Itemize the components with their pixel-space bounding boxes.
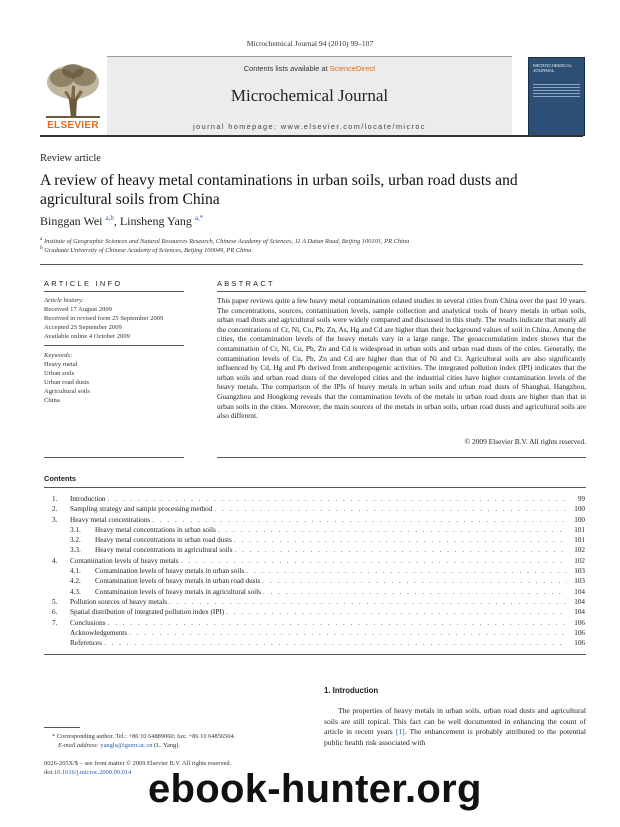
introduction-heading: 1. Introduction	[324, 686, 379, 695]
doi-link[interactable]: 10.1016/j.microc.2009.09.014	[53, 769, 132, 776]
author-2-affil[interactable]: a,*	[194, 214, 204, 222]
toc-entry-label[interactable]: Pollution sources of heavy metals	[70, 597, 168, 606]
journal-reference: Microchemical Journal 94 (2010) 99–107	[246, 39, 374, 48]
toc-entry[interactable]	[52, 587, 585, 597]
toc-entry-page[interactable]: 106	[574, 639, 585, 648]
toc-entry-number: 4.3.	[70, 587, 81, 596]
history-revised: Received in revised form 25 September 2009	[44, 315, 164, 322]
toc-entry[interactable]	[52, 566, 585, 576]
toc-entry-label[interactable]: Contamination levels of heavy metals in urban soils	[95, 567, 245, 576]
toc-entry[interactable]	[52, 628, 585, 638]
toc-entry-label[interactable]: Acknowledgements	[70, 628, 128, 637]
affiliation-b-marker: b	[40, 245, 43, 251]
citation-link[interactable]: [1]	[395, 727, 405, 736]
keyword: Urban soils	[44, 370, 75, 377]
contents-prefix: Contents lists available at	[243, 64, 330, 73]
affiliation-rule	[40, 264, 583, 265]
toc-entry-page[interactable]: 101	[574, 536, 585, 545]
footnote-marker: *	[52, 733, 56, 740]
toc-entry[interactable]	[52, 525, 585, 535]
toc-entry-number: 3.3.	[70, 546, 81, 555]
toc-entry-label[interactable]: Conclusions	[70, 618, 106, 627]
history-accepted: Accepted 25 September 2009	[44, 324, 122, 331]
toc-entry-page[interactable]: 102	[574, 546, 585, 555]
author-separator: ,	[113, 214, 120, 228]
toc-entry[interactable]	[52, 638, 585, 648]
intro-text-2: . The enhancement is probably attributed to the potential public health risk associated with	[324, 727, 586, 747]
toc-leader-dots	[129, 628, 567, 638]
cover-decoration	[529, 82, 584, 99]
author-1: Binggan Wei	[40, 214, 103, 228]
toc-entry-label[interactable]: Spatial distribution of integrated pollution index (IPI)	[70, 608, 225, 617]
sciencedirect-link[interactable]: ScienceDirect	[329, 64, 376, 73]
toc-leader-dots	[226, 607, 567, 617]
toc-entry[interactable]	[52, 597, 585, 607]
email-suffix: (L. Yang).	[152, 742, 180, 749]
toc-entry-number: 3.2.	[70, 536, 81, 545]
toc-leader-dots	[169, 597, 567, 607]
toc-entry-label[interactable]: References	[70, 639, 102, 648]
table-of-contents	[52, 494, 585, 648]
elsevier-wordmark: ELSEVIER	[47, 120, 99, 131]
toc-entry-page[interactable]: 103	[574, 577, 585, 586]
contents-bottom-rule	[44, 654, 586, 655]
history-label: Article history:	[44, 297, 85, 304]
toc-entry-number: 4.1.	[70, 567, 81, 576]
article-history	[44, 296, 184, 341]
info-bottom-rule	[44, 457, 184, 458]
footnote-text: Corresponding author. Tel.: +86 10 64889060; fax: +86 10 64856504.	[56, 733, 236, 740]
affiliation-a	[40, 236, 409, 245]
toc-entry[interactable]	[52, 607, 585, 617]
toc-entry-label[interactable]: Heavy metal concentrations in urban soils	[95, 525, 216, 534]
affiliation-b-text: Graduate University of Chinese Academy of Sciences, Beijing 100049, PR China	[44, 247, 252, 255]
article-title: A review of heavy metal contaminations in urban soils, urban road dusts and agricultural soils from China	[40, 172, 518, 208]
toc-leader-dots	[235, 545, 567, 555]
toc-leader-dots	[262, 576, 567, 586]
toc-leader-dots	[108, 494, 567, 504]
toc-leader-dots	[263, 587, 567, 597]
toc-entry-label[interactable]: Contamination levels of heavy metals	[70, 556, 179, 565]
toc-entry[interactable]	[52, 494, 585, 504]
keyword: Agricultural soils	[44, 388, 90, 395]
affiliation-b	[40, 245, 251, 254]
toc-entry[interactable]	[52, 576, 585, 586]
toc-entry-number: 2.	[52, 505, 58, 514]
toc-entry-number: 1.	[52, 495, 58, 503]
header-rule	[40, 135, 583, 137]
toc-entry-number: 4.	[52, 556, 58, 565]
toc-leader-dots	[218, 525, 567, 535]
affiliation-a-text: Institute of Geographic Sciences and Natural Resources Research, Chinese Academy of Sciences, 11 A Datun Road, Beijing 100101, PR China	[43, 238, 410, 246]
keyword: China	[44, 397, 60, 404]
toc-entry-label[interactable]: Introduction	[70, 495, 106, 503]
toc-entry-number: 7.	[52, 618, 58, 627]
author-2: Linsheng Yang	[119, 214, 192, 228]
toc-entry[interactable]	[52, 535, 585, 545]
toc-entry-page[interactable]: 104	[574, 597, 585, 606]
journal-title: Microchemical Journal	[230, 86, 389, 105]
toc-entry-number: 5.	[52, 597, 58, 606]
authors	[40, 214, 203, 229]
toc-entry-page[interactable]: 106	[574, 618, 585, 627]
journal-homepage[interactable]: journal homepage: www.elsevier.com/locate/microc	[193, 122, 426, 131]
doi-label: doi:	[44, 769, 54, 776]
footnote-rule	[44, 727, 80, 728]
toc-entry[interactable]	[52, 545, 585, 555]
toc-entry-page[interactable]: 100	[574, 515, 585, 524]
toc-entry-page[interactable]: 103	[574, 567, 585, 576]
toc-leader-dots	[214, 504, 567, 514]
toc-leader-dots	[108, 618, 567, 628]
toc-leader-dots	[181, 556, 567, 566]
abstract-heading: ABSTRACT	[217, 279, 275, 288]
watermark: ebook-hunter.org	[148, 767, 482, 811]
toc-entry-page[interactable]: 101	[574, 525, 585, 534]
toc-leader-dots	[104, 638, 567, 648]
toc-entry-page[interactable]: 102	[574, 556, 585, 565]
toc-entry-number: 3.1.	[70, 525, 81, 534]
article-info-rule	[44, 291, 184, 292]
toc-leader-dots	[152, 515, 567, 525]
article-type: Review article	[40, 153, 101, 164]
abstract-rule	[217, 291, 586, 292]
keyword: Heavy metal	[44, 361, 78, 368]
introduction-text	[324, 706, 586, 748]
email-label: E-mail address:	[58, 742, 99, 749]
journal-cover	[528, 57, 585, 136]
intro-text-1: The properties of heavy metals in urban soils, urban road dusts and agricultural soils are still topical. This fact can be well documented in enhancing the count of article in recent years	[324, 706, 586, 736]
toc-entry-page[interactable]: 100	[574, 505, 585, 514]
toc-leader-dots	[234, 535, 567, 545]
toc-entry-number: 4.2.	[70, 577, 81, 586]
toc-entry[interactable]	[52, 504, 585, 514]
abstract-bottom-rule	[217, 457, 586, 458]
history-online: Available online 4 October 2009	[44, 333, 130, 340]
keyword: Urban road dusts	[44, 379, 90, 386]
toc-leader-dots	[246, 566, 567, 576]
elsevier-logo	[40, 60, 106, 134]
toc-entry-page[interactable]: 99	[577, 495, 585, 503]
copyright: © 2009 Elsevier B.V. All rights reserved.	[464, 437, 586, 446]
toc-entry-label[interactable]: Heavy metal concentrations	[70, 515, 151, 524]
contents-heading: Contents	[44, 474, 77, 483]
toc-entry-label[interactable]: Heavy metal concentrations in agricultural soils	[95, 546, 233, 555]
history-received: Received 17 August 2009	[44, 306, 112, 313]
corresponding-author-footnote	[52, 732, 235, 750]
cover-title: MICROCHEMICAL JOURNAL	[533, 63, 572, 74]
abstract-text: This paper reviews quite a few heavy metal contamination related studies in several cities from China over the past 10 years. The concentrations, sources, contamination levels, sample collection and analytical tools of heavy metals in urban soils, urban road dusts and agricultural soils were widely compared and discussed in this study. The results indicate that nearly all the concentrations of Cr, Ni, Cu, Pb, Zn, As, Hg and Cd are higher than their background values of soil in China. Among the cities, the contamination levels of the heavy metals vary in a large range. The geoaccumulation index shows that the contamination of Cr, Ni, Cu, Pb, Zn and Cd is widespread in urban soils and urban road dusts of the cities. Generally, the contamination levels of Cu, Pb, Zn and Cd are higher than that of Ni and Cr. Agricultural soils are also significantly influenced by Cd, Hg and Pb derived from anthropogenic activities. The integrated pollution index (IPI) indicates that the urban soils and urban road dusts of the developed cities and the industrial cities have higher contamination levels of the heavy metals. The comparison of the IPIs of heavy metals in urban soils and urban road dusts of Shanghai, Hangzhou, Guangzhou and Hongkong reveals that the contamination levels of the metals in urban road dusts are higher than that in urban soils in the cities. Moreover, the main sources of the metals in urban soils, urban road dusts and agricultural soils are also different.	[217, 296, 586, 421]
toc-entry-number: 3.	[52, 515, 58, 524]
toc-entry-label[interactable]: Sampling strategy and sample processing method	[70, 505, 213, 514]
toc-entry[interactable]	[52, 515, 585, 525]
keywords-label: Keywords:	[44, 352, 73, 359]
contents-available	[107, 64, 512, 73]
toc-entry-label[interactable]: Contamination levels of heavy metals in agricultural soils	[95, 587, 261, 596]
affiliation-a-marker: a	[40, 236, 43, 242]
toc-entry-label[interactable]: Heavy metal concentrations in urban road dusts	[95, 536, 232, 545]
keywords-rule	[44, 345, 184, 346]
toc-entry[interactable]	[52, 618, 585, 628]
toc-entry-page[interactable]: 104	[574, 608, 585, 617]
toc-entry[interactable]	[52, 556, 585, 566]
toc-entry-label[interactable]: Contamination levels of heavy metals in urban road dusts	[95, 577, 261, 586]
keywords	[44, 351, 184, 405]
email-link[interactable]: yangls@igsnrr.ac.cn	[100, 742, 153, 749]
toc-entry-page[interactable]: 106	[574, 628, 585, 637]
issn-line: 0026-265X/$ – see front matter © 2009 Elsevier B.V. All rights reserved.	[44, 760, 232, 767]
toc-entry-page[interactable]: 104	[574, 587, 585, 596]
article-info-heading: ARTICLE INFO	[44, 279, 123, 288]
toc-entry-number: 6.	[52, 608, 58, 617]
author-1-affil[interactable]: a,b	[105, 214, 114, 222]
contents-rule	[44, 487, 586, 488]
